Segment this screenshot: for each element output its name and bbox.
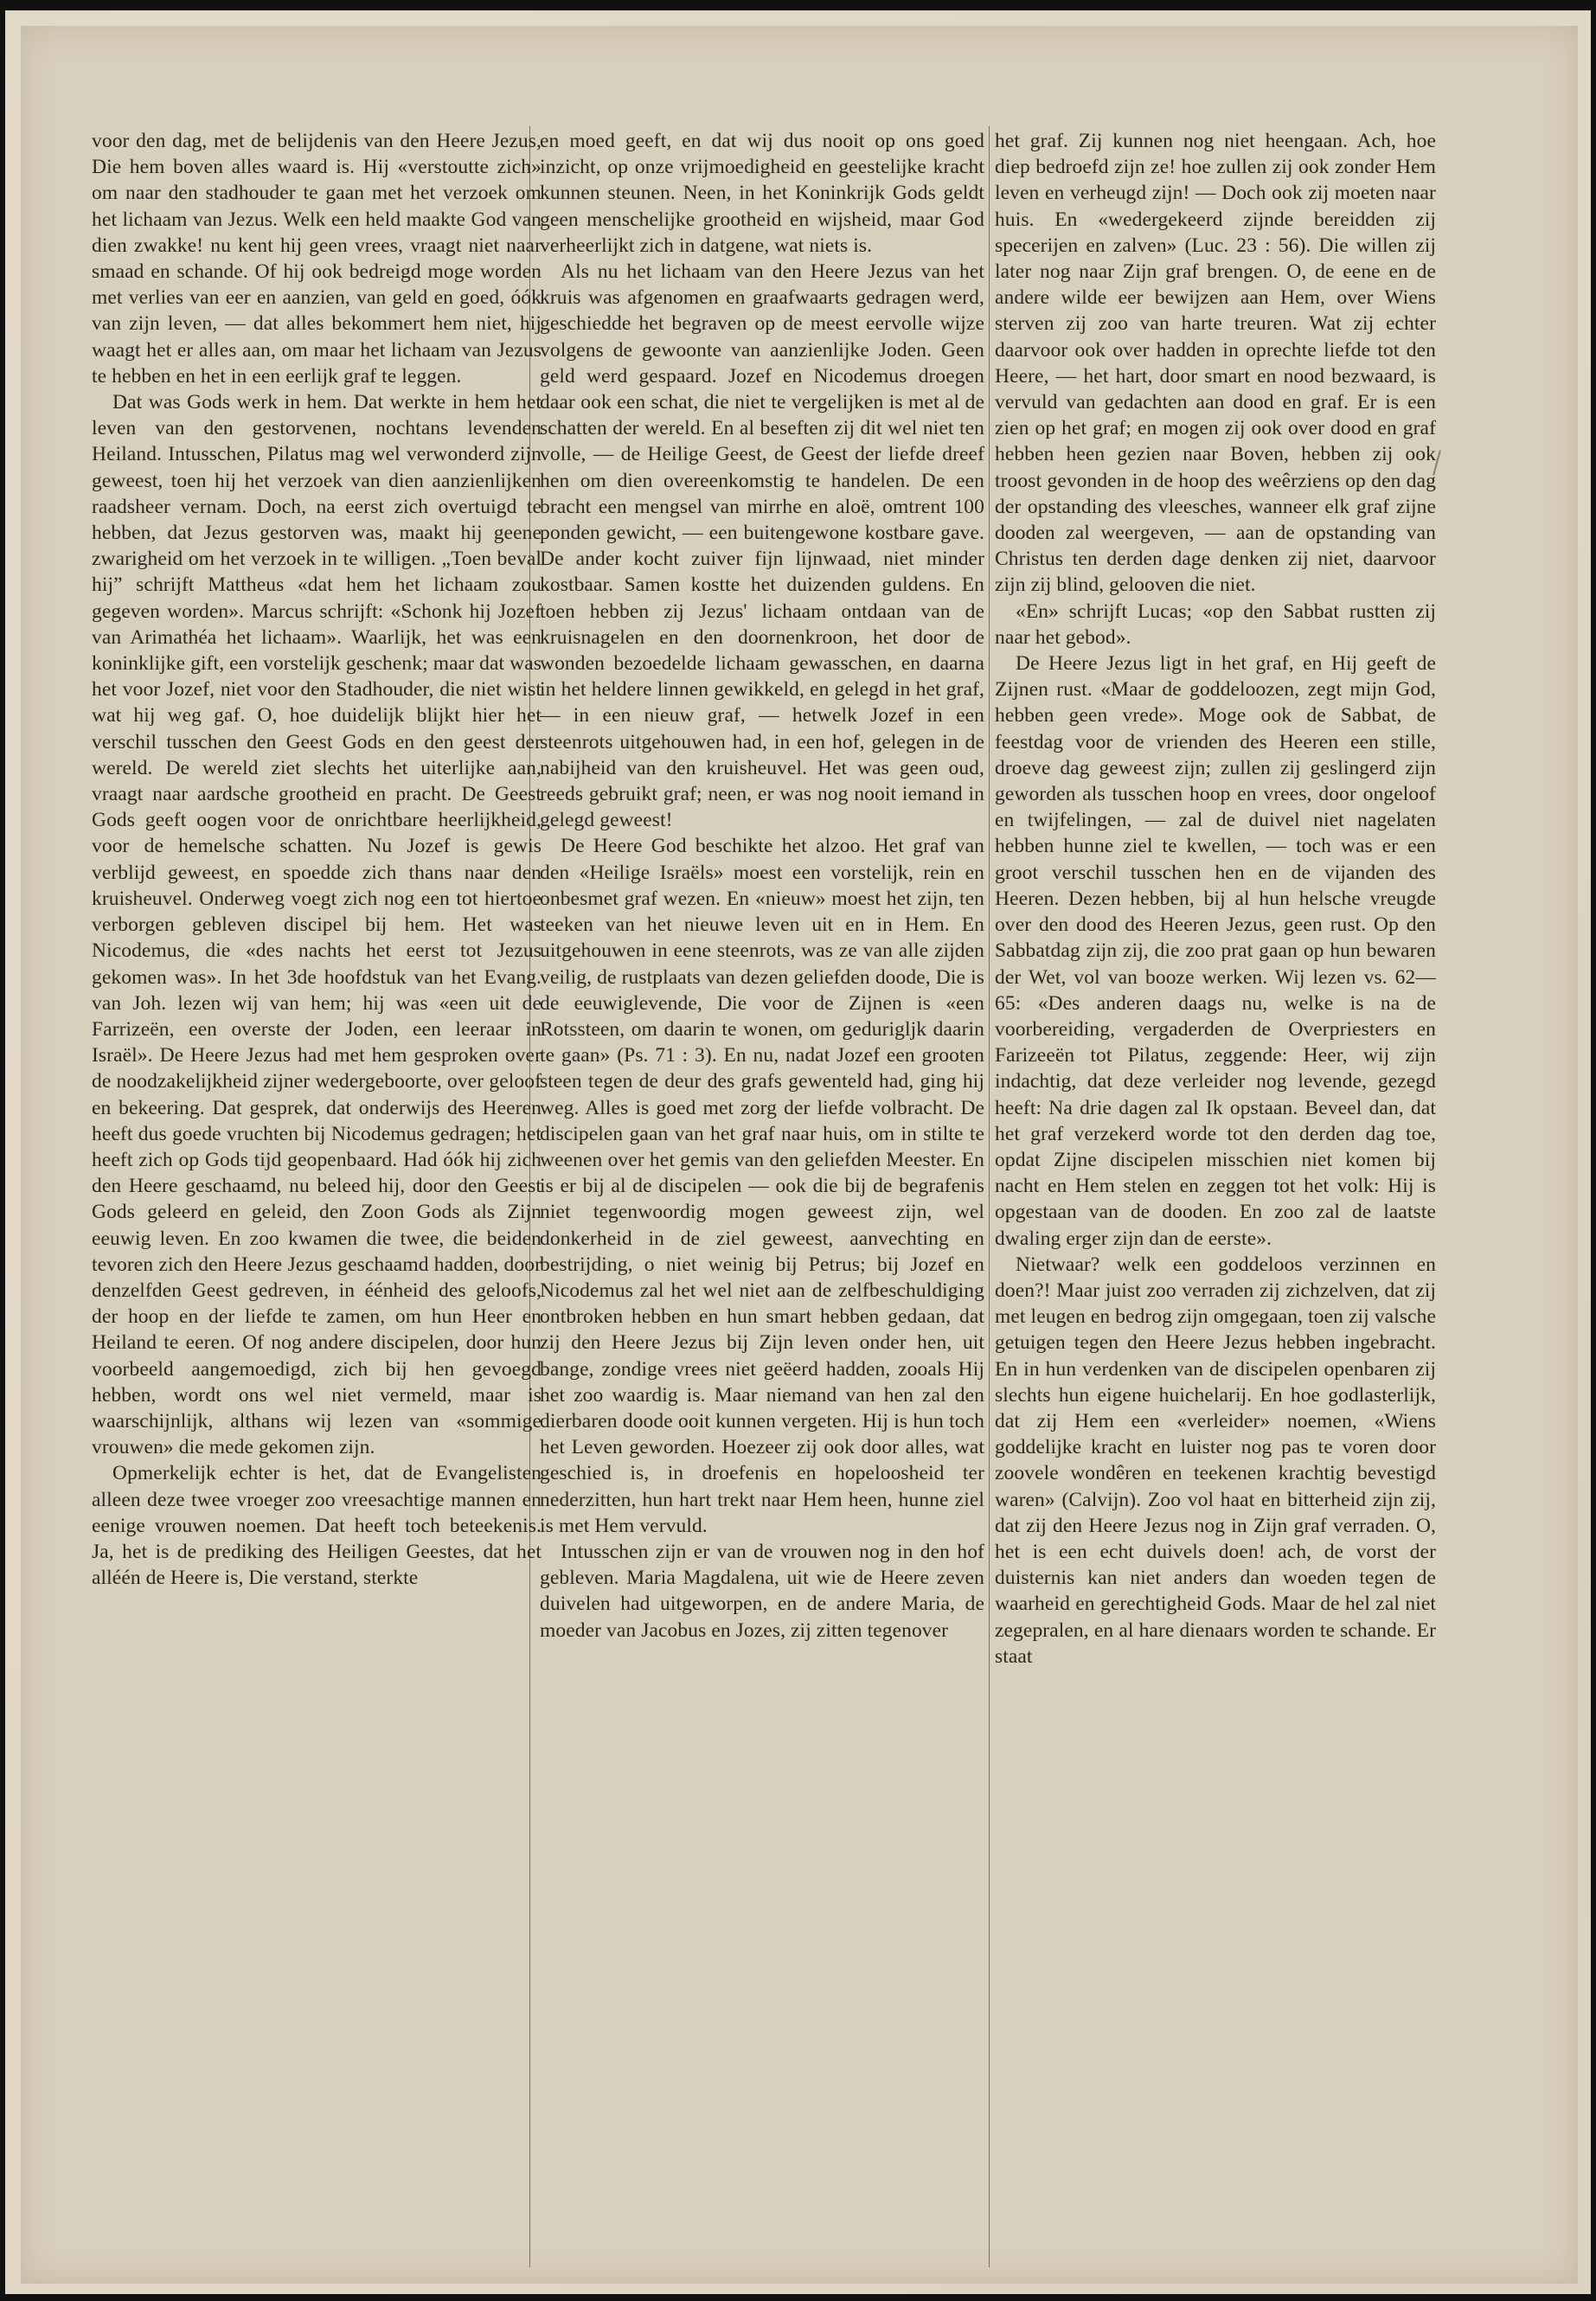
paragraph: Intusschen zijn er van de vrouwen nog in den hof gebleven. Maria Magdalena, uit wie de Heere zeven duivelen had uitgeworpen, en de andere Maria, de moeder van Jacobus en Jozes, zij zitten tegenover	[540, 1540, 984, 1642]
text-column-1	[92, 128, 542, 2265]
paragraph: en moed geeft, en dat wij dus nooit op ons goed inzicht, op onze vrijmoedigheid en geestelijke kracht kunnen steunen. Neen, in het Koninkrijk Gods geldt geen menschelijke grootheid en wijsheid, maar God verheerlijkt zich in datgene, wat niets is.	[540, 130, 984, 257]
column-divider-2	[989, 126, 990, 2267]
text-column-3	[995, 128, 1436, 2265]
paragraph: De Heere God beschikte het alzoo. Het graf van den «Heilige Israëls» moest een vorstelijk, rein en onbesmet graf wezen. En «nieuw» moest het zijn, ten teeken van het nieuwe leven uit en in Hem. En uitgehouwen in eene steenrots, was ze van alle zijden veilig, de rustplaats van dezen geliefden doode, Die is de eeuwiglevende, Die voor de Zijnen is «een Rotssteen, om daarin te wonen, om gedurigljk daarin te gaan» (Ps. 71 : 3). En nu, nadat Jozef een grooten steen tegen de deur des grafs gewenteld had, ging hij weg. Alles is goed met zorg der liefde volbracht. De discipelen gaan van het graf naar huis, om in stilte te weenen over het gemis van den geliefden Meester. En is er bij al de discipelen — ook die bij de begrafenis niet tegenwoordig mogen geweest zijn, wel donkerheid in de ziel geweest, aanvechting en bestrijding, o niet weinig bij Petrus; bij Jozef en Nicodemus zal het wel niet aan de zelfbeschuldiging ontbroken hebben en hun smart hebben gedaan, dat zij den Heere Jezus bij Zijn leven onder hen, uit bange, zondige vrees niet geëerd hadden, zooals Hij het zoo waardig is. Maar niemand van hen zal den dierbaren doode ooit kunnen vergeten. Hij is hun toch het Leven geworden. Hoezeer zij ook door alles, wat geschied is, in droefenis en hopeloosheid ter nederzitten, hun hart trekt naar Hem heen, hunne ziel is met Hem vervuld.	[540, 835, 984, 1537]
paragraph: Dat was Gods werk in hem. Dat werkte in hem het leven van den gestorvenen, nochtans levenden Heiland. Intusschen, Pilatus mag wel verwonderd zijn geweest, toen hij het verzoek van dien aanzienlijken raadsheer vernam. Doch, na eerst zich overtuigd te hebben, dat Jezus gestorven was, maakt hij geene zwarigheid om het verzoek in te willigen. „Toen beval hij” schrijft Mattheus «dat hem het lichaam zou gegeven worden». Marcus schrijft: «Schonk hij Jozef van Arimathéa het lichaam». Waarlijk, het was een koninklijke gift, een vorstelijk geschenk; maar dat was het voor Jozef, niet voor den Stadhouder, die niet wist wat hij weg gaf. O, hoe duidelijk blijkt hier het verschil tusschen den Geest Gods en den geest der wereld. De wereld ziet slechts het uiterlijke aan, vraagt naar aardsche grootheid en pracht. De Geest Gods geeft oogen voor de onrichtbare heerlijkheid, voor de hemelsche schatten. Nu Jozef is gewis verblijd geweest, en spoedde zich thans naar den kruisheuvel. Onderweg voegt zich nog een tot hiertoe verborgen gebleven discipel bij hem. Het was Nicodemus, die «des nachts het eerst tot Jezus gekomen was». In het 3de hoofdstuk van het Evang. van Joh. lezen wij van hem; hij was «een uit de Farrizeën, een overste der Joden, een leeraar in Israël». De Heere Jezus had met hem gesproken over de noodzakelijkheid zijner wedergeboorte, over geloof en bekeering. Dat gesprek, dat onderwijs des Heeren heeft dus goede vruchten bij Nicodemus gedragen; het heeft zich op Gods tijd geopenbaard. Had óók hij zich den Heere geschaamd, nu beleed hij, door den Geest Gods geleerd en geleid, den Zoon Gods als Zijn eeuwig leven. En zoo kwamen die twee, die beiden tevoren zich den Heere Jezus geschaamd hadden, door denzelfden Geest gedreven, in éénheid des geloofs, der hoop en der liefde te zamen, om hun Heer en Heiland te eeren. Of nog andere discipelen, door hun voorbeeld aangemoedigd, zich bij hen gevoegd hebben, wordt ons wel niet vermeld, maar is waarschijnlijk, althans wij lezen van «sommige vrouwen» die mede gekomen zijn.	[92, 391, 542, 1459]
paragraph: «En» schrijft Lucas; «op den Sabbat rustten zij naar het gebod».	[995, 599, 1436, 649]
paragraph: voor den dag, met de belijdenis van den Heere Jezus, Die hem boven alles waard is. Hij «verstoutte zich» om naar den stadhouder te gaan met het verzoek om het lichaam van Jezus. Welk een held maakte God van dien zwakke! nu kent hij geen vrees, vraagt niet naar smaad en schande. Of hij ook bedreigd moge worden met verlies van eer en aanzien, van geld en goed, óók van zijn leven, — dat alles bekommert hem niet, hij waagt het er alles aan, om maar het lichaam van Jezus te hebben en het in een eerlijk graf te leggen.	[92, 130, 542, 388]
paragraph: De Heere Jezus ligt in het graf, en Hij geeft de Zijnen rust. «Maar de goddeloozen, zegt mijn God, hebben geen vrede». Moge ook de Sabbat, de feestdag voor de vrienden des Heeren een stille, droeve dag geweest zijn; zullen zij geslingerd zijn geworden als tusschen hoop en vrees, door ongeloof en twijfelingen, — zal de duivel niet nagelaten hebben hunne ziel te kwellen, — toch was er een groot verschil tusschen hen en de vijanden des Heeren. Dezen hebben, bij al hun helsche vreugde over den dood des Heeren Jezus, geen rust. Op den Sabbatdag zijn zij, die zoo prat gaan op hun bewaren der Wet, vol van booze werken. Wij lezen vs. 62—65: «Des anderen daags nu, welke is na de voorbereiding, vergaderden de Overpriesters en Farizeeën tot Pilatus, zeggende: Heer, wij zijn indachtig, dat deze verleider nog levende, gezegd heeft: Na drie dagen zal Ik opstaan. Beveel dan, dat het graf verzekerd worde tot den derden dag toe, opdat Zijne discipelen misschien niet komen bij nacht en Hem stelen en zeggen tot het volk: Hij is opgestaan van de dooden. En zoo zal de laatste dwaling erger zijn dan de eerste».	[995, 652, 1436, 1250]
paragraph: Als nu het lichaam van den Heere Jezus van het kruis was afgenomen en graafwaarts gedragen werd, geschiedde het begraven op de meest eervolle wijze volgens de gewoonte van aanzienlijke Joden. Geen geld werd gespaard. Jozef en Nicodemus droegen daar ook een schat, die niet te vergelijken is met al de schatten der wereld. En al beseften zij dit wel niet ten volle, — de Heilige Geest, de Geest der liefde dreef hen om dien overeenkomstig te handelen. De een bracht een mengsel van mirrhe en aloë, omtrent 100 ponden gewicht, — een buitengewone kostbare gave. De ander kocht zuiver fijn lijnwaad, niet minder kostbaar. Samen kostte het duizenden guldens. En toen hebben zij Jezus' lichaam ontdaan van de kruisnagelen en den doornenkroon, het door de wonden bezoedelde lichaam gewasschen, en daarna in het heldere linnen gewikkeld, en gelegd in het graf, — in een nieuw graf, — hetwelk Jozef in een steenrots uitgehouwen had, in een hof, gelegen in de nabijheid van den kruisheuvel. Het was geen oud, reeds gebruikt graf; neen, er was nog nooit iemand in gelegd geweest!	[540, 260, 984, 832]
paragraph: het graf. Zij kunnen nog niet heengaan. Ach, hoe diep bedroefd zijn ze! hoe zullen zij ook zonder Hem leven en verheugd zijn! — Doch ook zij moeten naar huis. En «wedergekeerd zijnde bereidden zij specerijen en zalven» (Luc. 23 : 56). Die willen zij later nog naar Zijn graf brengen. O, de eene en de andere wilde eer bewijzen aan Hem, over Wiens sterven zij zoo van harte treuren. Wat zij echter daarvoor ook over hadden in oprechte liefde tot den Heere, — het hart, door smart en nood bezwaard, is vervuld van gedachten aan dood en graf. Er is een zien op het graf; en mogen zij ook over dood en graf hebben heen gezien naar Boven, hebben zij ook troost gevonden in de hoop des weêrziens op den dag der opstanding des vleesches, wanneer elk graf zijne dooden zal weergeven, — aan de opstanding van Christus ten derden dage denken zij niet, daarvoor zijn zij blind, gelooven die niet.	[995, 130, 1436, 597]
paragraph: Nietwaar? welk een goddeloos verzinnen en doen?! Maar juist zoo verraden zij zichzelven, dat zij met leugen en bedrog zijn omgegaan, toen zij valsche getuigen tegen den Heere Jezus hebben ingebracht. En in hun verdenken van de discipelen openbaren zij slechts hun eigene huichelarij. En hoe godlasterlijk, dat zij Hem een «verleider» noemen, «Wiens goddelijke kracht en luister nog pas te voren door zoovele wondêren en teekenen krachtig bevestigd waren» (Calvijn). Zoo vol haat en bitterheid zijn zij, dat zij den Heere Jezus nog in Zijn graf verraden. O, het is een echt duivels doen! ach, de vorst der duisternis kan niet anders dan woeden tegen de waarheid en gerechtigheid Gods. Maar de hel zal niet zegepralen, en al hare dienaars worden te schande. Er staat	[995, 1253, 1436, 1668]
paragraph: Opmerkelijk echter is het, dat de Evangelisten alleen deze twee vroeger zoo vreesachtige mannen en eenige vrouwen noemen. Dat heeft toch beteekenis. Ja, het is de prediking des Heiligen Geestes, dat het alléén de Heere is, Die verstand, sterkte	[92, 1462, 542, 1590]
text-column-2	[540, 128, 984, 2265]
